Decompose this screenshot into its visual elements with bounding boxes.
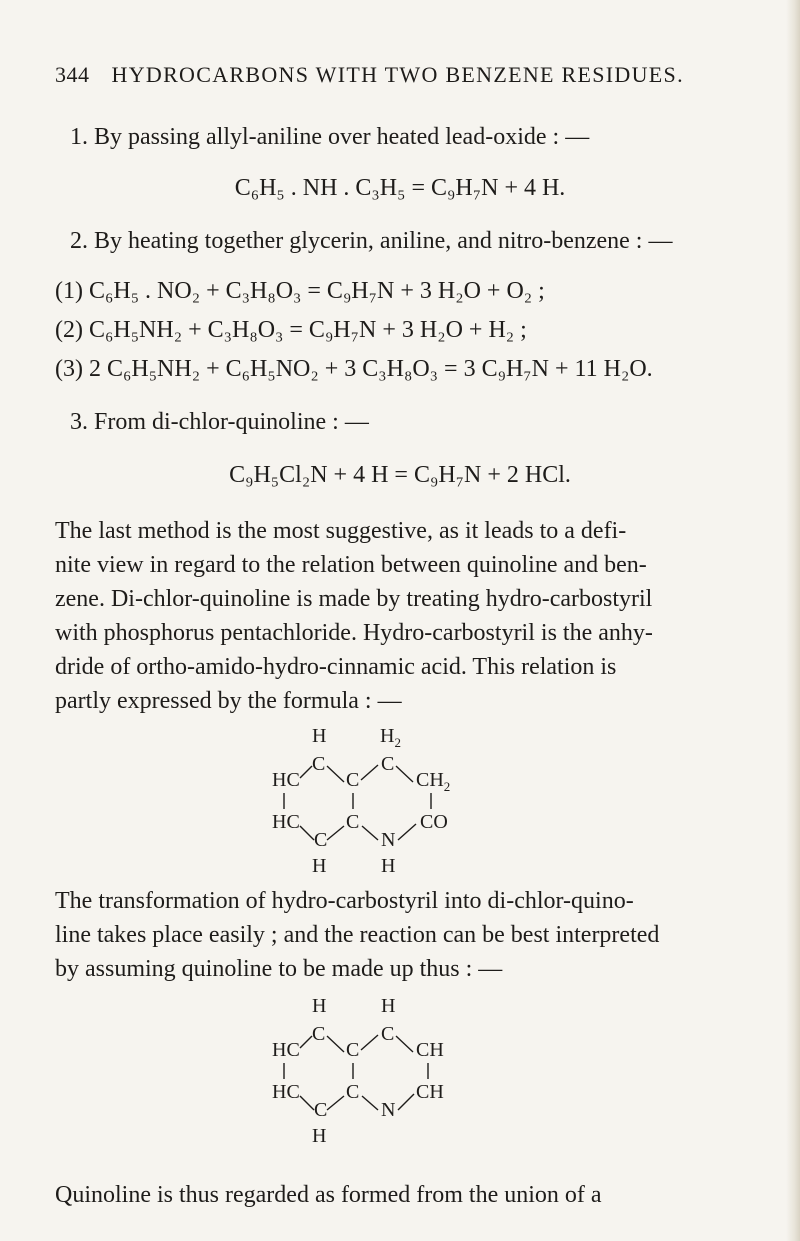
paragraph-1-line-5: dride of ortho-amido-hydro-cinnamic acid. This relation is bbox=[55, 654, 617, 680]
f2-ch-bottom: CH bbox=[416, 1081, 444, 1103]
hydro-carbostyril-formula bbox=[0, 722, 800, 872]
f2-c-bottom: C bbox=[314, 1099, 328, 1121]
paragraph-1-line-6: partly expressed by the formula : — bbox=[55, 688, 402, 714]
reaction-3-label: (3) bbox=[55, 356, 83, 382]
f2-n: N bbox=[381, 1099, 396, 1121]
equation-1-lhs: C₆H₅ . NH . C₃H₅ bbox=[234, 175, 406, 201]
f2-top-right-h: H bbox=[381, 995, 396, 1017]
f1-hc-bottom: HC bbox=[272, 811, 300, 833]
reaction-2 bbox=[55, 313, 770, 347]
f1-hc-top: HC bbox=[272, 769, 300, 791]
reaction-1 bbox=[55, 274, 770, 308]
reaction-2-text: C₆H₅NH₂ + C₃H₈O₃ = C₉H₇N + 3 H₂O + H₂ ; bbox=[88, 317, 527, 343]
paragraph-2-line-1: The transformation of hydro-carbostyril into di-chlor-quino- bbox=[55, 888, 634, 914]
f1-c-bottom-mid: C bbox=[346, 811, 360, 833]
paragraph-2-line-3: by assuming quinoline to be made up thus : — bbox=[55, 956, 503, 982]
f1-co: CO bbox=[420, 811, 448, 833]
method-2-text: By heating together glycerin, aniline, and nitro-benzene : — bbox=[94, 228, 673, 254]
f2-hc-bottom: HC bbox=[272, 1081, 300, 1103]
f2-bond-2 bbox=[327, 1036, 344, 1052]
f1-n: N bbox=[381, 829, 396, 851]
f1-bond-3 bbox=[361, 765, 378, 780]
paragraph-1-line-4: with phosphorus pentachloride. Hydro-carbostyril is the anhy- bbox=[55, 620, 653, 646]
f1-bond-11 bbox=[398, 824, 416, 840]
equation-3-text: C₉H₅Cl₂N + 4 H = C₉H₇N + 2 HCl. bbox=[229, 462, 571, 488]
equation-1 bbox=[0, 171, 800, 205]
f2-bond-9 bbox=[327, 1096, 344, 1110]
f2-h-bottom-left: H bbox=[312, 1125, 327, 1142]
f2-bond-11 bbox=[398, 1094, 414, 1110]
running-header bbox=[55, 62, 745, 88]
equation-1-rhs: = C₉H₇N + 4 H. bbox=[411, 175, 566, 201]
reaction-2-label: (2) bbox=[55, 317, 83, 343]
equation-3 bbox=[0, 458, 800, 492]
f2-ch-top: CH bbox=[416, 1039, 444, 1061]
f1-c-bottom: C bbox=[314, 829, 328, 851]
method-2-label: 2. bbox=[70, 228, 88, 254]
paragraph-2-line-2: line takes place easily ; and the reaction can be best interpreted bbox=[55, 922, 660, 948]
f1-top-left-h: H bbox=[312, 725, 327, 747]
reaction-1-label: (1) bbox=[55, 278, 83, 304]
method-3 bbox=[70, 405, 785, 439]
running-title: HYDROCARBONS WITH TWO BENZENE RESIDUES. bbox=[111, 62, 684, 87]
paragraph-1-line-3: zene. Di-chlor-quinoline is made by treating hydro-carbostyril bbox=[55, 586, 653, 612]
f2-bond-3 bbox=[361, 1035, 378, 1050]
f1-bond-2 bbox=[327, 766, 344, 782]
f2-bond-4 bbox=[396, 1036, 413, 1052]
f2-c-top-left: C bbox=[312, 1023, 326, 1045]
f1-c-top-right: C bbox=[381, 753, 395, 775]
f1-h-bottom-right: H bbox=[381, 855, 396, 872]
f2-c-mid: C bbox=[346, 1039, 360, 1061]
f2-hc-top: HC bbox=[272, 1039, 300, 1061]
f2-bond-1 bbox=[300, 1036, 312, 1048]
f1-bond-8 bbox=[300, 826, 314, 840]
f1-bond-10 bbox=[362, 826, 378, 840]
f1-c-top-left: C bbox=[312, 753, 326, 775]
method-2 bbox=[70, 224, 785, 258]
f1-bond-4 bbox=[396, 766, 413, 782]
f1-top-right-h2: $H_2$ bbox=[380, 725, 401, 750]
f1-bond-1 bbox=[300, 766, 312, 778]
f1-bond-9 bbox=[327, 826, 344, 840]
reaction-3 bbox=[55, 352, 770, 386]
method-3-label: 3. bbox=[70, 409, 88, 435]
f1-c-mid: C bbox=[346, 769, 360, 791]
page-number: 344 bbox=[55, 62, 90, 87]
f2-bond-10 bbox=[362, 1096, 378, 1110]
method-1-label: 1. bbox=[70, 124, 88, 150]
method-1 bbox=[70, 120, 785, 154]
paragraph-1-line-1: The last method is the most suggestive, as it leads to a defi- bbox=[55, 518, 627, 544]
reaction-3-text: 2 C₆H₅NH₂ + C₆H₅NO₂ + 3 C₃H₈O₃ = 3 C₉H₇N + 11 H₂O. bbox=[88, 356, 653, 382]
reaction-1-text: C₆H₅ . NO₂ + C₃H₈O₃ = C₉H₇N + 3 H₂O + O₂ ; bbox=[88, 278, 545, 304]
paragraph-1-line-2: nite view in regard to the relation between quinoline and ben- bbox=[55, 552, 647, 578]
f2-bond-8 bbox=[300, 1096, 314, 1110]
paragraph-3-line-1: Quinoline is thus regarded as formed from the union of a bbox=[55, 1182, 602, 1208]
f2-c-bottom-mid: C bbox=[346, 1081, 360, 1103]
quinoline-formula bbox=[0, 992, 800, 1142]
method-1-text: By passing allyl-aniline over heated lead-oxide : — bbox=[94, 124, 590, 150]
f1-h-bottom-left: H bbox=[312, 855, 327, 872]
method-3-text: From di-chlor-quinoline : — bbox=[94, 409, 369, 435]
f2-top-left-h: H bbox=[312, 995, 327, 1017]
f1-ch2: $CH_2$ bbox=[416, 769, 451, 794]
f2-c-top-right: C bbox=[381, 1023, 395, 1045]
